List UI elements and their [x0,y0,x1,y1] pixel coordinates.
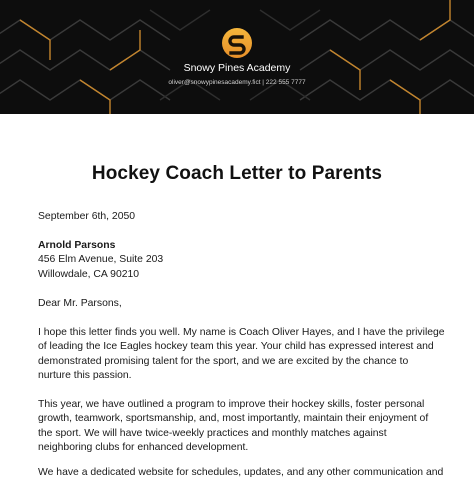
paragraph-3-partial-line: We have a dedicated website for schedules, updates, and any other communication and [38,467,444,478]
letter-title: Hockey Coach Letter to Parents [91,163,383,184]
recipient-address-line1: 456 Elm Avenue, Suite 203 [38,254,164,265]
paragraph-2-line-3: the sport. We will have twice-weekly practices and monthly matches against [38,428,387,439]
organization-name: Snowy Pines Academy [183,62,291,74]
letter-date: September 6th, 2050 [38,211,136,222]
academy-logo [222,28,252,58]
paragraph-1-line-3: demonstrated promising talent for the sport, and we are excited by the chance to [38,356,409,367]
paragraph-1-line-4: nurture this passion. [38,370,132,381]
paragraph-2-line-2: growth, teamwork, sportsmanship, and, most importantly, maintain their enjoyment of [38,413,429,424]
letterhead [0,0,474,114]
salutation: Dear Mr. Parsons, [38,298,122,309]
recipient-name: Arnold Parsons [38,240,116,251]
paragraph-1-line-2: of leading the Ice Eagles hockey team this year. Your child has expressed interest and [38,341,434,352]
paragraph-1-line-1: I hope this letter finds you well. My name is Coach Oliver Hayes, and I have the privilege [38,327,445,338]
recipient-address-line2: Willowdale, CA 90210 [38,269,140,280]
organization-contact: oliver@snowypinesacademy.fict | 222 555 7777 [168,79,306,86]
paragraph-2-line-4: neighboring clubs for enhanced development. [38,442,249,453]
paragraph-2-line-1: This year, we have outlined a program to improve their hockey skills, foster personal [38,399,425,410]
s-logo-icon [222,28,252,58]
